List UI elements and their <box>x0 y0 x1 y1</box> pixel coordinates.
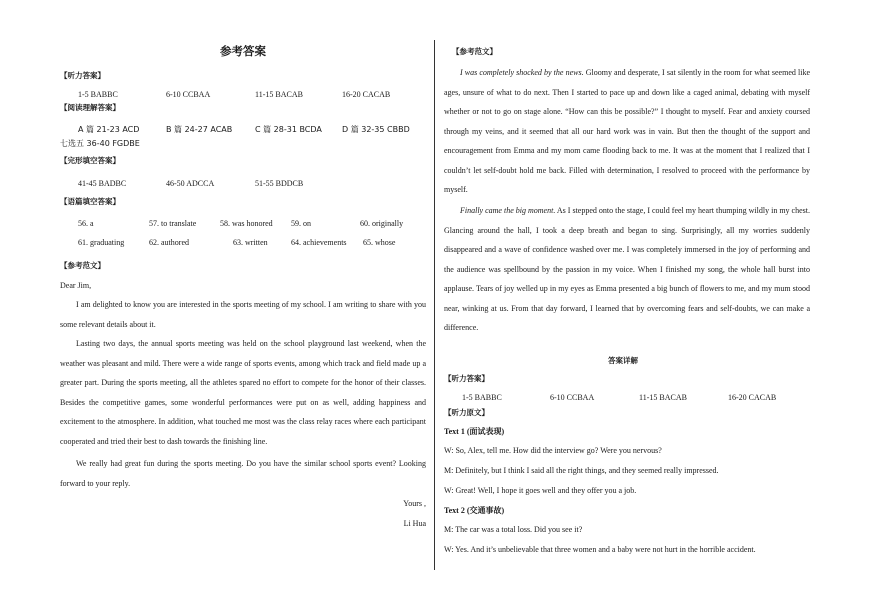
essay-heading: 【参考范文】 <box>60 261 105 270</box>
dialogue-line: W: So, Alex, tell me. How did the interview go? Were you nervous? <box>444 446 662 455</box>
reading-answers-row <box>78 124 418 135</box>
letter-paragraph-1: I am delighted to know you are interested in the sports meeting of my school. I am writing to share with you some relevant details about it. <box>60 300 426 329</box>
continuation-paragraph-2 <box>444 201 810 338</box>
seven-five-answers: 七选五 36-40 FGDBE <box>60 139 140 148</box>
answer-item: 6-10 CCBAA <box>166 90 211 99</box>
listening-heading: 【听力答案】 <box>60 71 105 80</box>
answer-item: 59. on <box>291 219 311 228</box>
answer-item: D 篇 32-35 CBBD <box>342 125 410 134</box>
reading-heading: 【阅读理解答案】 <box>60 103 120 112</box>
answer-item: 57. to translate <box>149 219 197 228</box>
dialogue-line: M: The car was a total loss. Did you see it? <box>444 525 583 534</box>
page-title: 参考答案 <box>220 44 266 58</box>
continuation-paragraph-1 <box>444 63 810 200</box>
cloze-answers-row <box>78 178 418 189</box>
text2-title: Text 2 (交通事故) <box>444 506 505 515</box>
answer-item: A 篇 21-23 ACD <box>78 125 140 134</box>
answer-item: 61. graduating <box>78 238 125 247</box>
answer-item: 1-5 BABBC <box>78 90 118 99</box>
dialogue-line: W: Great! Well, I hope it goes well and they offer you a job. <box>444 486 637 495</box>
text1-title: Text 1 (面试表现) <box>444 427 505 436</box>
grammar-answers-row-1 <box>78 218 428 229</box>
answer-item: 41-45 BADBC <box>78 179 127 188</box>
listening-answers-row <box>78 89 418 100</box>
letter-paragraph-3: We really had great fun during the sports meeting. Do you have the similar school sports event? Looking forward to your reply. <box>60 459 426 488</box>
letter-closing: Yours , <box>403 499 426 508</box>
continuation-essay-heading: 【参考范文】 <box>452 47 497 56</box>
right-column <box>444 0 810 614</box>
letter-greeting: Dear Jim, <box>60 281 92 290</box>
left-column <box>60 0 426 614</box>
answer-item: B 篇 24-27 ACAB <box>166 125 233 134</box>
letter-paragraph-2: Lasting two days, the annual sports meeting was held on the school playground last weekend, when the weather was pleasant and mild. There were a wide range of sports events, among which track and field made up a greater part. During the sports meeting, all the athletes spared no effort to compete for the honor of their classes. Besides the competitive games, some wonderful performances were put on as well, adding happiness and excitement to the atmosphere. In addition, what touched me most was the class relay races where each participant cooperated and tried their best to dash towards the finishing line. <box>60 339 426 446</box>
grammar-answers-row-2 <box>78 237 428 248</box>
column-divider <box>434 40 435 570</box>
cloze-heading: 【完形填空答案】 <box>60 156 120 165</box>
answer-item: 46-50 ADCCA <box>166 179 215 188</box>
paragraph-body: As I stepped onto the stage, I could feel my heart thumping wildly in my chest. Glancing around the hall, I took a deep breath and began to sing. Surprisingly, all my worries suddenly disappeared and a wave of confidence washed over me. I was completely immersed in the joy of performing and the audience was spellbound by the passion in my voice. When I finished my song, the whole hall burst into applause. Tears of joy welled up in my eyes as Emma presented a big bunch of flowers to me, and my mum stood near, winking at us. From that day forward, I learned that by overcoming fears and self-doubts, we can make a difference. <box>444 206 810 332</box>
detail-title: 答案详解 <box>608 356 638 365</box>
answer-item: 16-20 CACAB <box>728 393 777 402</box>
answer-item: 63. written <box>233 238 268 247</box>
answer-item: 58. was honored <box>220 219 273 228</box>
answer-item: 60. originally <box>360 219 404 228</box>
answer-item: 62. authored <box>149 238 189 247</box>
paragraph-body: Gloomy and desperate, I sat silently in the room for what seemed like ages, unsure of what to do next. Then I started to pace up and down like a caged animal, debating with myself whether or not to go on stage alone. “How can this be possible?” I thought to myself. Fear and anxiety coursed through my veins, and it seemed that all our hard work was in vain. But then the thought of the support and encouragement from Emma and my mom came flooding back to me. It was at the moment that I realized that I couldn’t let self-doubt hold me back. Filled with determination, I resolved to proceed with the performance by myself. <box>444 68 811 194</box>
answer-item: 65. whose <box>363 238 396 247</box>
answer-item: 16-20 CACAB <box>342 90 391 99</box>
letter-signature: Li Hua <box>403 519 426 528</box>
dialogue-line: M: Definitely, but I think I said all the right things, and they seemed really impressed. <box>444 466 719 475</box>
answer-item: 56. a <box>78 219 94 228</box>
answer-item: 64. achievements <box>291 238 347 247</box>
dialogue-line: W: Yes. And it’s unbelievable that three women and a baby were not hurt in the horrible accident. <box>444 545 756 554</box>
answer-item: 6-10 CCBAA <box>550 393 595 402</box>
answer-item: 11-15 BACAB <box>639 393 687 402</box>
transcript-heading: 【听力原文】 <box>444 408 489 417</box>
answer-item: C 篇 28-31 BCDA <box>255 125 322 134</box>
detail-listening-heading: 【听力答案】 <box>444 374 489 383</box>
paragraph-lead-sentence: Finally came the big moment. <box>460 206 556 215</box>
paragraph-lead-sentence: I was completely shocked by the news. <box>460 68 584 77</box>
answer-item: 51-55 BDDCB <box>255 179 304 188</box>
detail-listening-answers-row <box>462 392 812 403</box>
answer-item: 11-15 BACAB <box>255 90 303 99</box>
grammar-heading: 【语篇填空答案】 <box>60 197 120 206</box>
answer-item: 1-5 BABBC <box>462 393 502 402</box>
